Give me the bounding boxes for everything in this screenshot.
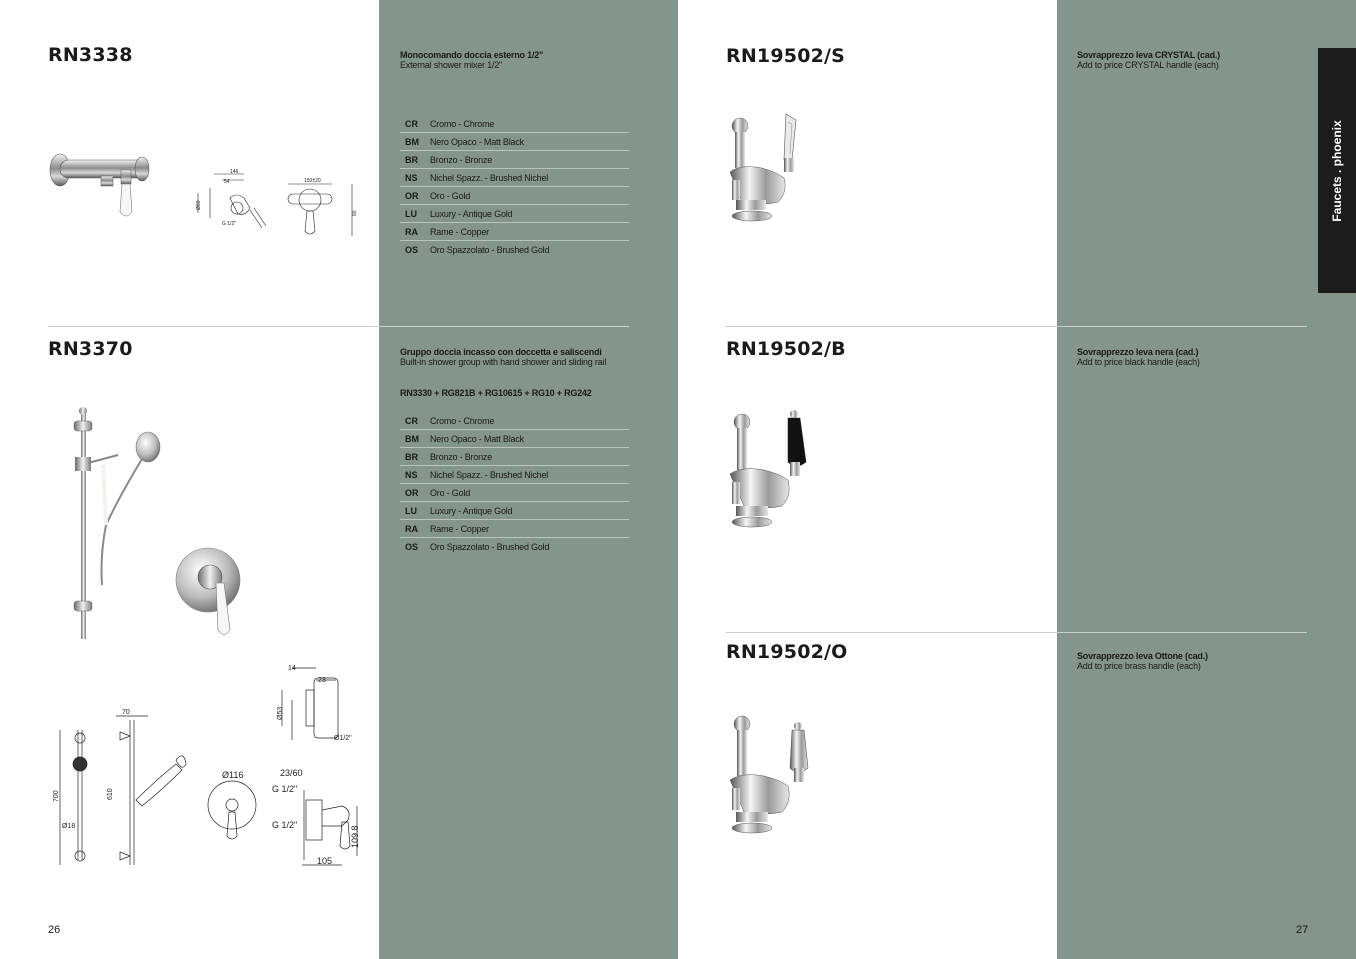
finish-row	[400, 520, 629, 538]
finish-name: Luxury - Antique Gold	[430, 505, 513, 516]
shower-mixer-photo	[46, 140, 156, 225]
finish-code: BR	[405, 451, 418, 462]
finish-row	[400, 205, 629, 223]
description-english: Add to price black handle (each)	[1077, 357, 1200, 367]
dimension-label: 54	[224, 179, 230, 185]
finish-row	[400, 169, 629, 187]
finish-name: Oro - Gold	[430, 487, 471, 498]
description-italian: Gruppo doccia incasso con doccetta e saliscendi	[400, 347, 602, 357]
section-divider	[726, 326, 1307, 327]
finish-code: OR	[405, 190, 419, 201]
finish-row	[400, 133, 629, 151]
finish-name: Bronzo - Bronze	[430, 154, 493, 165]
dimension-label: 610	[107, 788, 114, 800]
finish-code: RA	[405, 226, 418, 237]
finish-row	[400, 187, 629, 205]
black-handle-faucet-photo	[724, 408, 812, 532]
description-english: Add to price brass handle (each)	[1077, 661, 1201, 671]
finish-code: LU	[405, 208, 417, 219]
finish-code: OS	[405, 542, 419, 552]
description-english: External shower mixer 1/2"	[400, 60, 503, 70]
finish-name: Bronzo - Bronze	[430, 451, 493, 462]
finish-name: Nichel Spazz. - Brushed Nichel	[430, 172, 549, 183]
product-code: RN3338	[48, 44, 133, 66]
finish-name: Nero Opaco - Matt Black	[430, 433, 524, 444]
dimension-label: G 1/2"	[272, 784, 298, 794]
dimension-label: 150±20	[304, 178, 321, 184]
finish-row	[400, 448, 629, 466]
dimension-label: G 1/2"	[272, 820, 298, 830]
brass-handle-faucet-photo	[724, 712, 812, 838]
finish-code: BM	[405, 136, 419, 147]
dimension-label: G 1/2"	[222, 221, 237, 227]
finish-code: OR	[405, 487, 419, 498]
finish-name: Rame - Copper	[430, 523, 489, 534]
finish-name: Nero Opaco - Matt Black	[430, 136, 524, 147]
finish-name: Oro - Gold	[430, 190, 471, 201]
shower-group-technical-drawing	[52, 660, 364, 872]
section-tab-label: Faucets . phoenix	[1330, 119, 1344, 222]
finish-name: Luxury - Antique Gold	[430, 208, 513, 219]
finish-row	[400, 151, 629, 169]
shower-mixer-technical-drawing	[192, 168, 362, 250]
dimension-label: 23/60	[280, 768, 303, 778]
finish-row	[400, 538, 629, 556]
product-combination: RN3330 + RG821B + RG10615 + RG10 + RG242	[400, 388, 592, 398]
dimension-label: 80	[352, 210, 358, 216]
section-divider	[726, 632, 1307, 633]
description-italian: Sovrapprezzo leva Ottone (cad.)	[1077, 651, 1208, 661]
finish-name: Oro Spazzolato - Brushed Gold	[430, 245, 550, 255]
description-italian: Sovrapprezzo leva nera (cad.)	[1077, 347, 1199, 357]
dimension-label: Ø60	[196, 200, 202, 210]
product-description	[400, 347, 606, 367]
finish-name: Oro Spazzolato - Brushed Gold	[430, 542, 550, 552]
finish-code: CR	[405, 118, 418, 129]
section-divider	[48, 326, 629, 327]
finish-row	[400, 115, 629, 133]
description-english: Built-in shower group with hand shower and sliding rail	[400, 357, 607, 367]
finish-row	[400, 223, 629, 241]
dimension-label: 109.8	[350, 825, 360, 848]
finish-code: BM	[405, 433, 419, 444]
dimension-label: Ø18	[62, 823, 76, 830]
description-english: Add to price CRYSTAL handle (each)	[1077, 60, 1219, 70]
description-italian: Monocomando doccia esterno 1/2"	[400, 50, 544, 60]
dimension-label: 105	[317, 856, 333, 866]
finish-name: Nichel Spazz. - Brushed Nichel	[430, 469, 549, 480]
finish-row	[400, 466, 629, 484]
finish-name: Cromo - Chrome	[430, 415, 495, 426]
finish-code: LU	[405, 505, 417, 516]
shower-group-photo	[60, 405, 250, 645]
product-description	[1077, 347, 1200, 367]
finish-row	[400, 502, 629, 520]
page-number: 26	[48, 924, 61, 936]
dimension-label: Ø1/2"	[334, 735, 352, 742]
product-code: RN19502/O	[726, 641, 848, 663]
dimension-label: 14	[288, 665, 296, 672]
finish-table	[400, 412, 629, 556]
dimension-label: 23	[318, 677, 326, 684]
crystal-handle-faucet-photo	[724, 112, 808, 224]
dimension-label: Ø53	[277, 706, 284, 720]
description-italian: Sovrapprezzo leva CRYSTAL (cad.)	[1077, 50, 1220, 60]
finish-code: NS	[405, 469, 418, 480]
finish-code: NS	[405, 172, 418, 183]
dimension-label: Ø116	[222, 770, 244, 780]
finish-name: Cromo - Chrome	[430, 118, 495, 129]
section-tab[interactable]	[1318, 48, 1356, 293]
finish-row	[400, 412, 629, 430]
finish-table	[400, 115, 629, 259]
finish-name: Rame - Copper	[430, 226, 489, 237]
finish-code: OS	[405, 245, 419, 255]
finish-code: BR	[405, 154, 418, 165]
dimension-label: 146	[230, 169, 239, 175]
dimension-label: 700	[53, 790, 60, 802]
finish-code: CR	[405, 415, 418, 426]
product-description	[400, 50, 543, 70]
finish-code: RA	[405, 523, 418, 534]
page-number: 27	[1296, 924, 1309, 936]
right-spec-panel	[1057, 0, 1356, 959]
finish-row	[400, 484, 629, 502]
product-description	[1077, 50, 1220, 70]
finish-row	[400, 241, 629, 259]
finish-row	[400, 430, 629, 448]
product-code: RN3370	[48, 338, 133, 360]
product-description	[1077, 651, 1208, 671]
dimension-label: 70	[122, 709, 130, 716]
product-code: RN19502/S	[726, 45, 846, 67]
product-code: RN19502/B	[726, 338, 846, 360]
